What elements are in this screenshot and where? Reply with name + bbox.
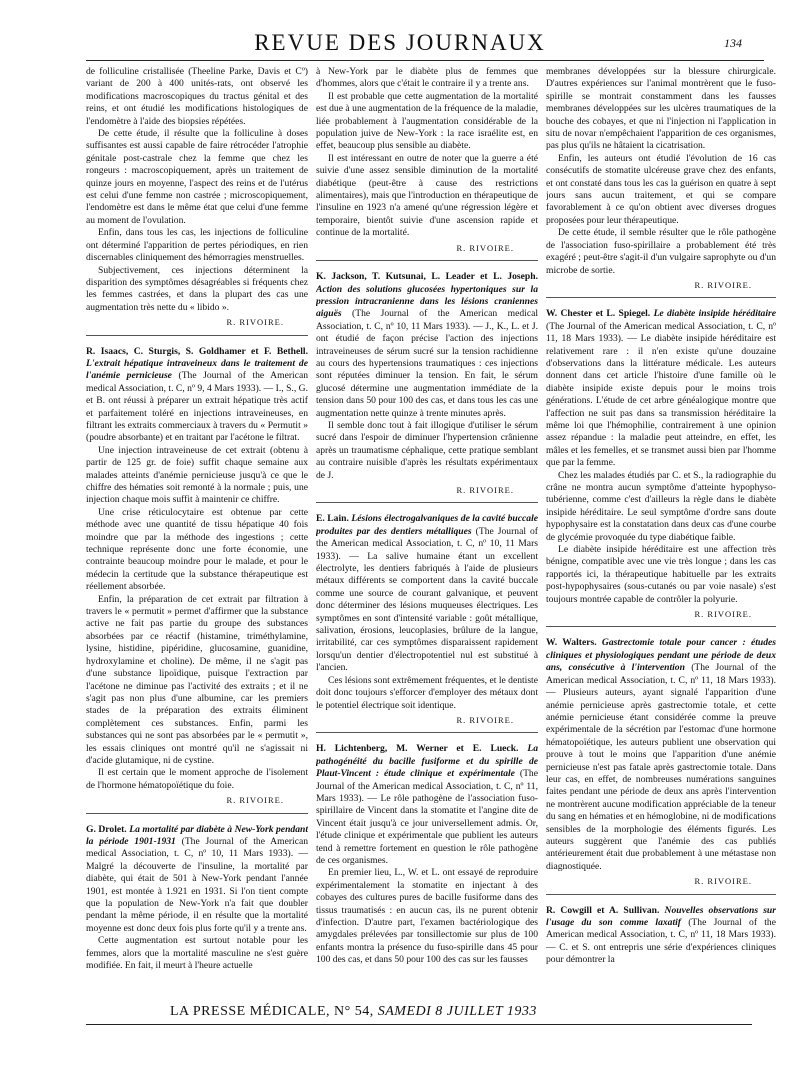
article-authors: E. Lain. bbox=[316, 513, 349, 525]
article-abstract bbox=[546, 308, 776, 469]
paragraph: Enfin, dans tous les cas, les injections de folliculine ont déterminé l'apparition de pertes périodiques, en rien discernables cliniquement des hémorragies menstruelles. bbox=[86, 227, 308, 264]
column-2 bbox=[316, 66, 538, 1002]
article-title: Lésions électrogalvaniques de la cavité buccale produites par des dentiers métalliques bbox=[316, 513, 538, 537]
paragraph: Le diabète insipide héréditaire est une affection très bénigne, compatible avec une vie très longue ; dans les cas rapportés ici, la thérapeutique habituelle par les extraits post-hypophysaires (sous-cutanés ou par voie nasale) s'est toujours montrée capable de contrôler la polyurie. bbox=[546, 544, 776, 605]
column-3 bbox=[546, 66, 776, 1002]
article-reference: (The Journal of the American medical Association, t. C, nº 9, 4 Mars 1933). — I., S., G. et B. ont réussi à préparer un extrait hépatique très actif et parfaitement toléré en injections intraveineuses, en filtrant les extraits commerciaux à travers du « Permutit » (poudre absorbante) et en traitant par l'acétone le filtrat. bbox=[86, 370, 308, 444]
article-title: La mortalité par diabète à New-York pendant la période 1901-1931 bbox=[86, 823, 308, 847]
article-authors: R. Isaacs, C. Sturgis, S. Goldhamer et F. Bethell. bbox=[86, 345, 308, 357]
article-separator bbox=[86, 813, 308, 814]
paragraph: membranes développées sur la blessure chirurgicale. D'autres expériences sur l'animal montrèrent que le fuso-spirille se montrait constamment dans les fausses membranes développées sur les ulcères traumatiques de la bouche des cobayes, et que ni l'injection ni l'application in situ de novar n'empêchaient l'apparition de ces organismes, pas plus qu'ils ne hâtaient la cicatrisation. bbox=[546, 66, 776, 152]
article-title: Gastrectomie totale pour cancer : études cliniques et physiologiques pendant une période de deux ans, consécutive à l'intervention bbox=[546, 637, 776, 674]
article-title: Nouvelles observations sur l'usage du son comme laxatif bbox=[546, 904, 776, 928]
paragraph: Ces lésions sont extrêmement fréquentes, et le dentiste doit donc toujours s'efforcer d'employer des métaux dont le potentiel électrique soit identique. bbox=[316, 674, 538, 711]
page-footer bbox=[170, 1004, 537, 1020]
article-authors: K. Jackson, T. Kutsunai, L. Leader et L. Joseph. bbox=[316, 271, 538, 283]
page-header bbox=[0, 0, 800, 66]
signature: R. RIVOIRE. bbox=[456, 242, 514, 253]
article-separator bbox=[316, 260, 538, 261]
article-separator bbox=[546, 626, 776, 627]
signature: R. RIVOIRE. bbox=[694, 876, 752, 887]
article-abstract bbox=[86, 824, 308, 936]
paragraph: Chez les malades étudiés par C. et S., la radiographie du crâne ne montra aucun symptôme d'atteinte hypophyso-tubérienne, comme c'est d'ailleurs la règle dans le diabète insipide héréditaire. Le seul symptôme d'ordre sans doute hypophysaire est la constatation dans deux cas d'une courbe de glycémie provoquée du type diabétique faible. bbox=[546, 469, 776, 543]
article-separator bbox=[546, 297, 776, 298]
article-authors: W. Chester et L. Spiegel. bbox=[546, 308, 651, 320]
paragraph: Enfin, les auteurs ont étudié l'évolution de 16 cas consécutifs de stomatite ulcéreuse grave chez des enfants, et ont constaté dans tous les cas la guérison en quatre à sept jours sans aucun traitement, et qui se compare favorablement à ce qu'on obtient avec diverses drogues proposées pour leur thérapeutique. bbox=[546, 152, 776, 226]
article-abstract bbox=[316, 743, 538, 867]
article-authors: W. Walters. bbox=[546, 637, 597, 649]
article-title: Le diabète insipide héréditaire bbox=[653, 308, 776, 320]
article-reference: (The Journal of the American medical Association, t. C, nº 11, 18 Mars 1933). — Plusieurs auteurs, ayant signalé l'apparition d'une anémie pernicieuse après gastrectomie totale, et cette anémie pernicieuse étant considérée comme la preuve expérimentale de la sécrétion par l'estomac d'une hormone hématopoïétique, les auteurs publient une observation qui prouve à tout le moins que l'apparition d'une anémie pernicieuse n'est pas fatale après gastrectomie totale. Dans leur cas, en effet, de nombreuses numérations sanguines faites pendant une période de deux ans après l'intervention ne montrèrent aucune modification appréciable de la teneur du sang en hématies et en hémoglobine, ni de modifications sensibles de la morphologie des éléments figurés. Les auteurs suggèrent que l'anémie des cas publiés antérieurement était due probablement à une métastase non diagnostiquée. bbox=[546, 662, 776, 872]
article-abstract bbox=[316, 271, 538, 420]
article-abstract bbox=[316, 513, 538, 674]
article-reference: (The Journal of the American medical Association, t. C, nº 11, Mars 1933). — Le rôle pathogène de l'association fuso-spirillaire de Vincent dans la stomatite et l'angine dite de Vincent était jusqu'à ce jour universellement admis. Or, l'étude clinique et expérimentale que publient les auteurs tend à remettre fortement en question le rôle pathogène de ces organismes. bbox=[316, 768, 538, 866]
signature: R. RIVOIRE. bbox=[694, 279, 752, 290]
footer-journal: LA PRESSE MÉDICALE, N° 54, bbox=[170, 1004, 374, 1019]
page-number: 134 bbox=[724, 36, 742, 50]
article-reference: (The Journal of the American medical Association, t. C, nº 10, 11 Mars 1933). — J., K., L. et J. ont étudié de façon précise l'action des injections intraveineuses de sérum sucré sur la tension rachidienne au cours des hypertensions traumatiques : ces injections sont réputées diminuer la tension. En fait, le sérum glucosé détermine une augmentation immédiate de la tension dans 50 pour 100 des cas, et dans tous les cas une augmentation nette quinze à trente minutes après. bbox=[316, 308, 538, 419]
paragraph: Une crise réticulocytaire est obtenue par cette méthode avec une quantité de tissu hépatique 40 fois moindre que par la méthode des ingestions ; cette technique représente donc une forte économie, une contrainte beaucoup moindre pour le malade, et pour le médecin la certitude que la substance thérapeutique est réellement absorbée. bbox=[86, 506, 308, 593]
journal-section-title: REVUE DES JOURNAUX bbox=[254, 30, 546, 55]
article-reference: (The Journal of the American medical Association, t. C, nº 11, 18 Mars 1933). — Le diabète insipide héréditaire est relativement rare : il n'en existe qu'une douzaine d'observations dans la littérature médicale. Les auteurs donnent dans cet article l'histoire d'une famille où le diabète insipide existe depuis pour le moins trois générations. L'étude de cet arbre généalogique montre que l'affection ne suit pas dans sa transmission héréditaire la même loi que l'hémophilie, contrairement à une opinion assez répandue : la maladie peut atteindre, en effet, les mâles et les femelles, et se transmet aussi bien par l'homme que par la femme. bbox=[546, 320, 776, 469]
article-separator bbox=[546, 894, 776, 895]
paragraph: Subjectivement, ces injections déterminent la disparition des symptômes désagréables si fréquents chez les femmes castrées, et dans la plupart des cas une augmentation très nette du « libido ». bbox=[86, 264, 308, 313]
paragraph: De cette étude, il résulte que la folliculine à doses suffisantes est aussi capable de faire rétrocéder l'atrophie génitale post-castrale chez la femme que chez les rongeurs : macroscopiquement, après un traitement de quinze jours en moyenne, l'aspect des reins et de l'utérus est celui d'une femme non castrée ; microscopiquement, l'endomètre est dans le même état que celui d'une femme au moment de l'ovulation. bbox=[86, 128, 308, 226]
signature: R. RIVOIRE. bbox=[694, 609, 752, 620]
article-columns bbox=[86, 66, 776, 1002]
signature: R. RIVOIRE. bbox=[226, 317, 284, 328]
paragraph: à New-York par le diabète plus de femmes que d'hommes, alors que c'était le contraire il y a trente ans. bbox=[316, 66, 538, 90]
article-abstract bbox=[86, 346, 308, 445]
paragraph: Il est probable que cette augmentation de la mortalité est due à une augmentation de la fréquence de la maladie, liée probablement à l'augmentation considérable de la population juive de New-York : la race israélite est, en effet, beaucoup plus sensible au diabète. bbox=[316, 90, 538, 152]
article-title: La pathogénéité du bacille fusiforme et du spirille de Plaut-Vincent : étude clinique et expérimentale bbox=[316, 743, 538, 780]
article-abstract bbox=[546, 637, 776, 873]
paragraph: de folliculine cristallisée (Theeline Parke, Davis et Cº) variant de 200 à 400 unités-rats, ont observé les modifications macroscopiques du tractus génital et des reins, et ont étudié les modifications histologiques de l'endomètre à l'aide des biopsies répétées. bbox=[86, 66, 308, 127]
article-reference: (The Journal of the American medical Association, t. C, nº 10, 11 Mars 1933). — La salive humaine étant un excellent électrolyte, les dentiers fabriqués à l'aide de plusieurs métaux différents se comportent dans la cavité buccale comme une source de courant galvanique, et peuvent donc déterminer des lésions muqueuses électriques. Les symptômes en sont d'intensité variable : goût métallique, salivation, érosions, leucoplasies, brûlure de la langue, irritabilité, car ces symptômes disparaissent rapidement lorsqu'un dentier d'électropotentiel nul est substitué à l'ancien. bbox=[316, 525, 538, 674]
paragraph: Il est intéressant en outre de noter que la guerre a été suivie d'une assez sensible diminution de la mortalité diabétique (peut-être à cause des restrictions alimentaires), mais que l'introduction en thérapeutique de l'insuline en 1923 n'a amené qu'une régression légère et temporaire, bientôt suivie d'une ascension rapide et continue de la mortalité. bbox=[316, 152, 538, 239]
article-title: Action des solutions glucosées hypertoniques sur la pression intracranienne dans les lésions craniennes aiguës bbox=[316, 283, 538, 320]
header-rule bbox=[86, 60, 764, 61]
article-authors: H. Lichtenberg, M. Werner et E. Lueck. bbox=[316, 743, 519, 755]
paragraph: En premier lieu, L., W. et L. ont essayé de reproduire expérimentalement la stomatite en injectant à des cobayes des cultures pures de bacille fusiforme dans des tissus traumatisés : en aucun cas, ils ne purent obtenir d'infection. D'autre part, l'examen bactériologique des amygdales prélevées par tonsillectomie sur plus de 100 enfants montra la présence du fuso-spirille dans 45 pour 100 des cas, et dans 50 pour 100 des cas sur les fausses bbox=[316, 867, 538, 966]
signature: R. RIVOIRE. bbox=[226, 795, 284, 806]
article-reference: (The Journal of the American medical Association, t. C, nº 10, 11 Mars 1933). — Malgré la découverte de l'insuline, la mortalité par diabète, qui était de 501 à New-York pendant l'année 1901, est montée à 1.921 en 1931. Si l'on tient compte que la population de New-York n'a fait que doubler pendant la même période, il en résulte que la mortalité moyenne est donc deux fois plus forte qu'il y a trente ans. bbox=[86, 835, 308, 934]
article-separator bbox=[316, 502, 538, 503]
footer-rule bbox=[86, 1024, 752, 1025]
signature: R. RIVOIRE. bbox=[456, 714, 514, 725]
article-authors: G. Drolet. bbox=[86, 823, 127, 835]
signature: R. RIVOIRE. bbox=[456, 485, 514, 495]
paragraph: Enfin, la préparation de cet extrait par filtration à travers le « permutit » permet d'affirmer que la substance active ne fait pas partie du groupe des substances absorbées par ce réactif (histamine, triméthylamine, lysine, histidine, pipéridine, glucosamine, guanidine, hydroxylamine et choline). De même, il ne s'agit pas d'une substance lipoïdique, puisque l'extraction par l'acétone ne diminue pas l'activité des extraits ; et il ne s'agit pas non plus d'une albumine, car les premiers stades de la préparation des extraits éliminent complètement ces substances. Enfin, parmi les substances qui ne sont pas absorbées par le « permutit », les essais cliniques ont montré qu'il ne s'agissait ni d'acide glutamique, ni de cystine. bbox=[86, 593, 308, 766]
article-separator bbox=[316, 732, 538, 733]
article-reference: (The Journal of the American medical Association, t. C, nº 11, 18 Mars 1933). — C. et S. ont entrepris une série d'expériences cliniques pour démontrer la bbox=[546, 917, 776, 966]
paragraph: Il est certain que le moment approche de l'isolement de l'hormone hématopoïétique du foie. bbox=[86, 767, 308, 791]
column-1 bbox=[86, 66, 308, 1002]
article-title: L'extrait hépatique intraveineux dans le traitement de l'anémie pernicieuse bbox=[86, 357, 308, 382]
article-separator bbox=[86, 335, 308, 336]
article-abstract bbox=[546, 905, 776, 967]
paragraph: Une injection intraveineuse de cet extrait (obtenu à partir de 125 gr. de foie) suffit chaque semaine aux malades atteints d'anémie pernicieuse jusqu'à ce que le chiffre des hématies soit remonté à la normale ; puis, une injection chaque mois suffit à maintenir ce chiffre. bbox=[86, 444, 308, 506]
paragraph: De cette étude, il semble résulter que le rôle pathogène de l'association fuso-spirillaire a probablement été très exagéré ; peut-être s'agit-il d'un vulgaire saprophyte ou d'un microbe de sortie. bbox=[546, 227, 776, 276]
article-authors: R. Cowgill et A. Sullivan. bbox=[546, 904, 660, 916]
paragraph: Cette augmentation est surtout notable pour les femmes, alors que la mortalité masculine ne s'est guère modifiée. En fait, il meurt à l'heure actuelle bbox=[86, 935, 308, 972]
footer-date: SAMEDI 8 JUILLET 1933 bbox=[377, 1004, 537, 1019]
paragraph: Il semble donc tout à fait illogique d'utiliser le sérum sucré dans l'espoir de diminuer l'hypertension crânienne après un traumatisme céphalique, cette pratique semblant au contraire nuisible d'après les résultats expérimentaux de J. bbox=[316, 419, 538, 481]
